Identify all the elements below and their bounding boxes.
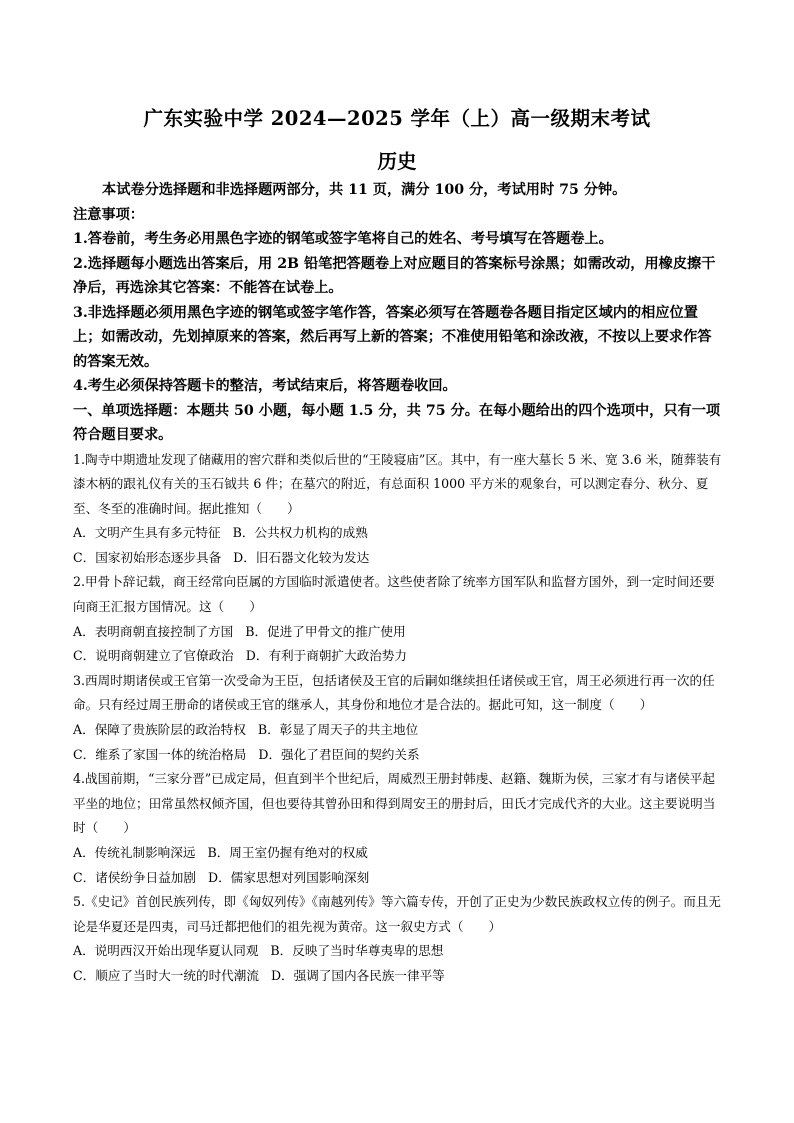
options-row — [73, 866, 723, 891]
exam-title: 广东实验中学 2024—2025 学年（上）高一级期末考试 — [143, 107, 651, 130]
question-stem: 3.西周时期诸侯或王官第一次受命为王臣，包括诸侯及王官的后嗣如继续担任诸侯或王官，周王必须进行再一次的任命。只有经过周王册命的诸侯或王官的继承人，其身份和地位才是合法的。据此可知，这一制度（ ） — [73, 672, 715, 713]
notice-heading: 注意事项： — [73, 206, 144, 223]
question — [73, 890, 723, 988]
options-row — [73, 743, 723, 768]
options-row — [73, 939, 723, 964]
option-a: A．保障了贵族阶层的政治特权 — [73, 722, 246, 738]
options-row — [73, 841, 723, 866]
exam-intro: 本试卷分选择题和非选择题两部分，共 11 页，满分 100 分，考试用时 75 分钟。 — [102, 182, 627, 198]
options-row — [73, 644, 723, 669]
notice-item: 1.答卷前，考生务必用黑色字迹的钢笔或签字笔将自己的姓名、考号填写在答题卷上。 — [73, 231, 613, 247]
option-d: D．旧石器文化较为发达 — [233, 549, 370, 565]
question-stem: 5.《史记》首创民族列传，即《匈奴列传》《南越列传》等六篇专传，开创了正史为少数民族政权立传的例子。而且无论是华夏还是四夷，司马迁都把他们的祖先视为黄帝。这一叙史方式（ ） — [73, 894, 721, 934]
option-c: C．说明商朝建立了官僚政治 — [73, 648, 234, 664]
section-heading: 一、单项选择题：本题共 50 小题，每小题 1.5 分，共 75 分。在每小题给出的四个选项中，只有一项符合题目要求。 — [73, 402, 721, 443]
option-b: B．公共权力机构的成熟 — [232, 525, 368, 541]
option-d: D．强调了国内各民族一律平等 — [270, 967, 445, 983]
options-row — [73, 521, 723, 546]
option-b: B．促进了甲骨文的推广使用 — [245, 623, 406, 639]
question — [73, 570, 723, 668]
question — [73, 767, 723, 890]
option-a: A．文明产生具有多元特征 — [73, 525, 221, 541]
question-stem: 4.战国前期，“三家分晋”已成定局，但直到半个世纪后，周威烈王册封韩虔、赵籍、魏斯为侯，三家才有与诸侯平起平坐的地位；田常虽然权倾齐国，但也要待其曾孙田和得到周安王的册封后，田氏才完成代齐的大业。这主要说明当时（ ） — [73, 771, 716, 836]
notice-item: 2.选择题每小题选出答案后，用 2B 铅笔把答题卷上对应题目的答案标号涂黑；如需改动，用橡皮擦干净后，再选涂其它答案：不能答在试卷上。 — [73, 255, 716, 296]
exam-content — [73, 178, 723, 989]
exam-subject: 历史 — [377, 150, 417, 173]
options-row — [73, 620, 723, 645]
question-stem: 1.陶寺中期遗址发现了储藏用的窖穴群和类似后世的“王陵寝庙”区。其中，有一座大墓长 5 米、宽 3.6 米，随葬装有漆木柄的跟礼仪有关的玉石钺共 6 件；在墓穴的附近，有总面积 1000 平方米的观象台，可以测定春分、秋分、夏至、冬至的准确时间。据此推知（ ） — [73, 451, 722, 516]
option-b: B．反映了当时华尊夷卑的思想 — [270, 943, 444, 959]
option-c: C．诸侯纷争日益加剧 — [73, 869, 196, 885]
options-row — [73, 718, 723, 743]
option-b: B．彰显了周天子的共主地位 — [257, 722, 419, 738]
option-a: A．表明商朝直接控制了方国 — [73, 623, 234, 639]
option-d: D．有利于商朝扩大政治势力 — [245, 648, 407, 664]
option-a: A．传统礼制影响深远 — [73, 845, 196, 860]
options-row — [73, 964, 723, 989]
notice-item: 3.非选择题必须用黑色字迹的钢笔或签字笔作答，答案必须写在答题卷各题目指定区域内的相应位置上；如需改动，先划掉原来的答案，然后再写上新的答案；不准使用铅笔和涂改液，不按以上要求作答的答案无效。 — [73, 304, 712, 370]
question — [73, 448, 723, 571]
option-c: C．顺应了当时大一统的时代潮流 — [73, 967, 259, 983]
option-c: C．国家初始形态逐步具备 — [73, 549, 222, 565]
option-d: D．儒家思想对列国影响深刻 — [207, 869, 370, 885]
question — [73, 669, 723, 767]
options-row — [73, 546, 723, 571]
option-d: D．强化了君臣间的契约关系 — [258, 746, 420, 762]
question-stem: 2.甲骨卜辞记载，商王经常向臣属的方国临时派遣使者。这些使者除了统率方国军队和监督方国外，到一定时间还要向商王汇报方国情况。这（ ） — [73, 574, 715, 615]
option-a: A．说明西汉开始出现华夏认同观 — [73, 943, 259, 959]
option-c: C．维系了家国一体的统治格局 — [73, 746, 247, 762]
option-b: B．周王室仍握有绝对的权威 — [207, 845, 368, 860]
notice-item: 4.考生必须保持答题卡的整洁，考试结束后，将答题卷收回。 — [73, 378, 457, 394]
